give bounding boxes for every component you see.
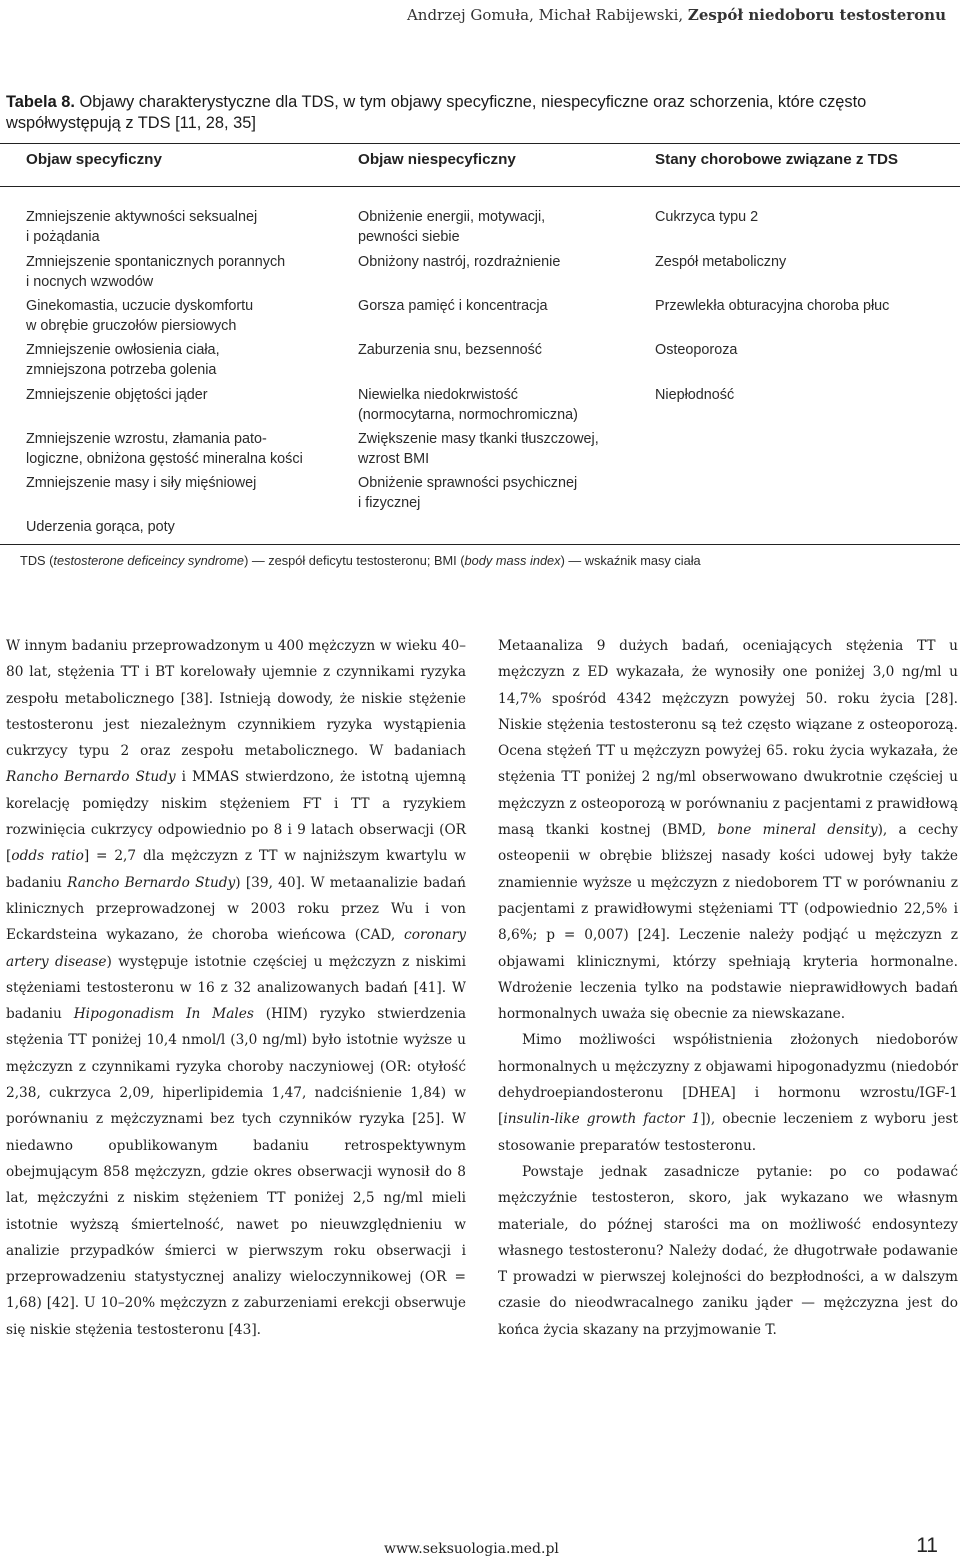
text-run: Metaanaliza 9 dużych badań, oceniających stężenia TT u mężczyzn z ED wykazała, że wynosiły one poniżej 3,0 ng/ml u 14,7% spośród 4342 mężczyzn powyżej 50. roku życia [28]. Niskie stężenia testosteronu są też często wiązane z osteoporozą. Ocena stężeń TT u mężczyzn powyżej 65. roku życia wykazała, że stężenia TT poniżej 2 ng/ml obserwowano dwukrotnie częściej u mężczyzn z osteoporozą w porównaniu z pacjentami z prawidłową masą tkanki kostnej (BMD, xyxy=(498,638,958,839)
left-paragraph xyxy=(6,633,466,1343)
right-paragraph-2 xyxy=(498,1027,958,1158)
italic-run: bone mineral density xyxy=(717,822,878,839)
text-run: ) [39, 40]. W metaanalizie badań klinicznych przeprowadzonej w 2003 roku przez Wu i von Eckardsteina wykazano, że choroba wieńcowa (CAD, xyxy=(6,874,466,944)
italic-run: coronary artery disease xyxy=(6,927,466,970)
text-run: ]), obecnie leczeniem z wyboru jest stosowanie preparatów testosteronu. xyxy=(498,1111,958,1154)
italic-run: insulin-like growth factor 1 xyxy=(503,1111,701,1128)
table-footnote xyxy=(20,553,950,568)
footnote-italic: body mass index xyxy=(464,553,561,568)
text-run: Mimo możliwości współistnienia złożonych niedoborów hormonalnych u mężczyzny z objawami hipogonadyzmu (niedobór dehydroepiandosteronu [DHEA] i hormonu wzrostu/IGF-1 [ xyxy=(498,1032,958,1128)
cell-condition: Osteoporoza xyxy=(655,342,738,358)
cell-condition: Niepłodność xyxy=(655,387,735,403)
cell-nonspecific: Obniżenie sprawności psychicznej i fizycznej xyxy=(358,475,578,511)
footnote-part: ) — wskaźnik masy ciała xyxy=(560,553,701,568)
footer-url: www.seksuologia.med.pl xyxy=(384,1541,559,1557)
cell-nonspecific: Obniżony nastrój, rozdrażnienie xyxy=(358,254,561,270)
cell-specific: Uderzenia gorąca, poty xyxy=(26,519,175,535)
table-bottom-rule xyxy=(0,544,960,545)
right-paragraph-1 xyxy=(498,633,958,1027)
body-left-column xyxy=(6,633,466,1343)
cell-specific: Zmniejszenie owłosienia ciała, zmniejszona potrzeba golenia xyxy=(26,342,220,378)
cell-nonspecific: Obniżenie energii, motywacji, pewności siebie xyxy=(358,209,546,245)
body-right-column xyxy=(498,633,958,1343)
table-header-rule xyxy=(0,186,960,187)
italic-run: Rancho Bernardo Study xyxy=(6,769,176,786)
text-run: ] = 2,7 dla mężczyzn z TT w najniższym kwartylu w badaniu xyxy=(6,848,466,891)
cell-specific: Ginekomastia, uczucie dyskomfortu w obrębie gruczołów piersiowych xyxy=(26,298,254,334)
italic-run: Rancho Bernardo Study xyxy=(67,874,236,891)
column-header-nonspecific: Objaw niespecyficzny xyxy=(358,151,516,168)
table-caption-text: Objawy charakterystyczne dla TDS, w tym objawy specyficzne, niespecyficzne oraz schorzenia, które często współwystępują z TDS [11, 28, 35] xyxy=(6,93,867,132)
table-top-rule xyxy=(0,143,960,144)
cell-nonspecific: Niewielka niedokrwistość (normocytarna, normochromiczna) xyxy=(358,387,578,423)
cell-specific: Zmniejszenie objętości jąder xyxy=(26,387,208,403)
cell-specific: Zmniejszenie wzrostu, złamania pato- logiczne, obniżona gęstość mineralna kości xyxy=(26,431,303,467)
table-header-row xyxy=(0,151,960,173)
text-run: ), a cechy osteopenii w obrębie bliższej nasady kości udowej były także znamiennie wyższe u mężczyzn z niedoborem TT w porównaniu z pacjentami z prawidłowymi stężeniami TT (odpowiednio 22,5% i 8,6%; p = 0,007) [24]. Leczenie należy podjąć u mężczyzn z objawami klinicznymi, którzy spełniają kryteria hormonalne. Wdrożenie leczenia tylko na podstawie nieprawidłowych badań hormonalnych uważa się obecnie za niewskazane. xyxy=(498,822,958,1023)
table-caption xyxy=(6,92,946,134)
footnote-italic: testosterone deficeincy syndrome xyxy=(53,553,245,568)
text-run: ) występuje istotnie częściej u mężczyzn z niskimi stężeniami testosteronu w 16 z 32 analizowanych badań [41]. W badaniu xyxy=(6,953,466,1023)
italic-run: Hipogonadism In Males xyxy=(73,1006,254,1023)
cell-specific: Zmniejszenie masy i siły mięśniowej xyxy=(26,475,257,491)
footnote-part: ) — zespół deficytu testosteronu; BMI ( xyxy=(244,553,465,568)
cell-nonspecific: Zwiększenie masy tkanki tłuszczowej, wzrost BMI xyxy=(358,431,599,467)
running-header xyxy=(407,6,946,24)
page-number: 11 xyxy=(916,1534,938,1557)
cell-nonspecific: Gorsza pamięć i koncentracja xyxy=(358,298,548,314)
cell-nonspecific: Zaburzenia snu, bezsenność xyxy=(358,342,542,358)
header-authors: Andrzej Gomuła, Michał Rabijewski, xyxy=(406,6,688,24)
cell-condition: Cukrzyca typu 2 xyxy=(655,209,759,225)
right-paragraph-3: Powstaje jednak zasadnicze pytanie: po co podawać mężczyźnie testosteron, skoro, jak wykazano we własnym materiale, do późnej starości ma on możliwość endosyntezy własnego testosteronu? Należy dodać, że długotrwałe podawanie T prowadzi w pierwszej kolejności do bezpłodności, a w dalszym czasie do nieodwracalnego zaniku jąder — mężczyzna jest do końca życia skazany na przyjmowanie T. xyxy=(498,1163,958,1338)
column-header-conditions: Stany chorobowe związane z TDS xyxy=(655,151,899,168)
cell-condition: Zespół metaboliczny xyxy=(655,254,787,270)
text-run: (HIM) ryzyko stwierdzenia stężenia TT poniżej 10,4 nmol/l (3,0 ng/ml) było istotnie wyższe u mężczyzn z czynnikami ryzyka choroby naczyniowej (OR: otyłość 2,38, cukrzyca 2,09, hiperlipidemia 1,47, nadciśnienie 1,84) w porównaniu z mężczyznami bez tych czynników ryzyka [25]. W niedawno opublikowanym badaniu retrospektywnym obejmującym 858 mężczyzn, gdzie okres obserwacji wynosił do 8 lat, mężczyźni z niskim stężeniem TT poniżej 2,5 ng/ml mieli istotnie wyższą śmiertelność, nawet po nieuwzględnieniu w analizie przypadków śmierci w pierwszym roku obserwacji i przeprowadzeniu statystycznej analizy wieloczynnikowej (OR = 1,68) [42]. U 10–20% mężczyzn z zaburzeniami erekcji obserwuje się niskie stężenia testosteronu [43]. xyxy=(6,1006,466,1338)
cell-condition: Przewlekła obturacyjna choroba płuc xyxy=(655,298,890,314)
text-run: i MMAS stwierdzono, że istotną ujemną korelację pomiędzy niskim stężeniem FT i TT a ryzykiem rozwinięcia cukrzycy odpowiednio po 8 i 9 latach obserwacji (OR [ xyxy=(6,769,467,865)
footnote-part: TDS ( xyxy=(20,553,54,568)
italic-run: odds ratio xyxy=(11,848,84,865)
column-header-specific: Objaw specyficzny xyxy=(26,151,162,168)
text-run: W innym badaniu przeprowadzonym u 400 mężczyzn w wieku 40–80 lat, stężenia TT i BT korelowały ujemnie z czynnikami ryzyka zespołu metabolicznego [38]. Istnieją dowody, że niskie stężenie testosteronu jest niezależnym czynnikiem ryzyka wystąpienia cukrzycy typu 2 oraz zespołu metabolicznego. W badaniach xyxy=(6,638,466,760)
table-caption-label: Tabela 8. xyxy=(6,93,75,111)
cell-specific: Zmniejszenie aktywności seksualnej i pożądania xyxy=(26,209,258,245)
header-title: Zespół niedoboru testosteronu xyxy=(687,6,946,24)
cell-specific: Zmniejszenie spontanicznych porannych i nocnych wzwodów xyxy=(26,254,286,290)
